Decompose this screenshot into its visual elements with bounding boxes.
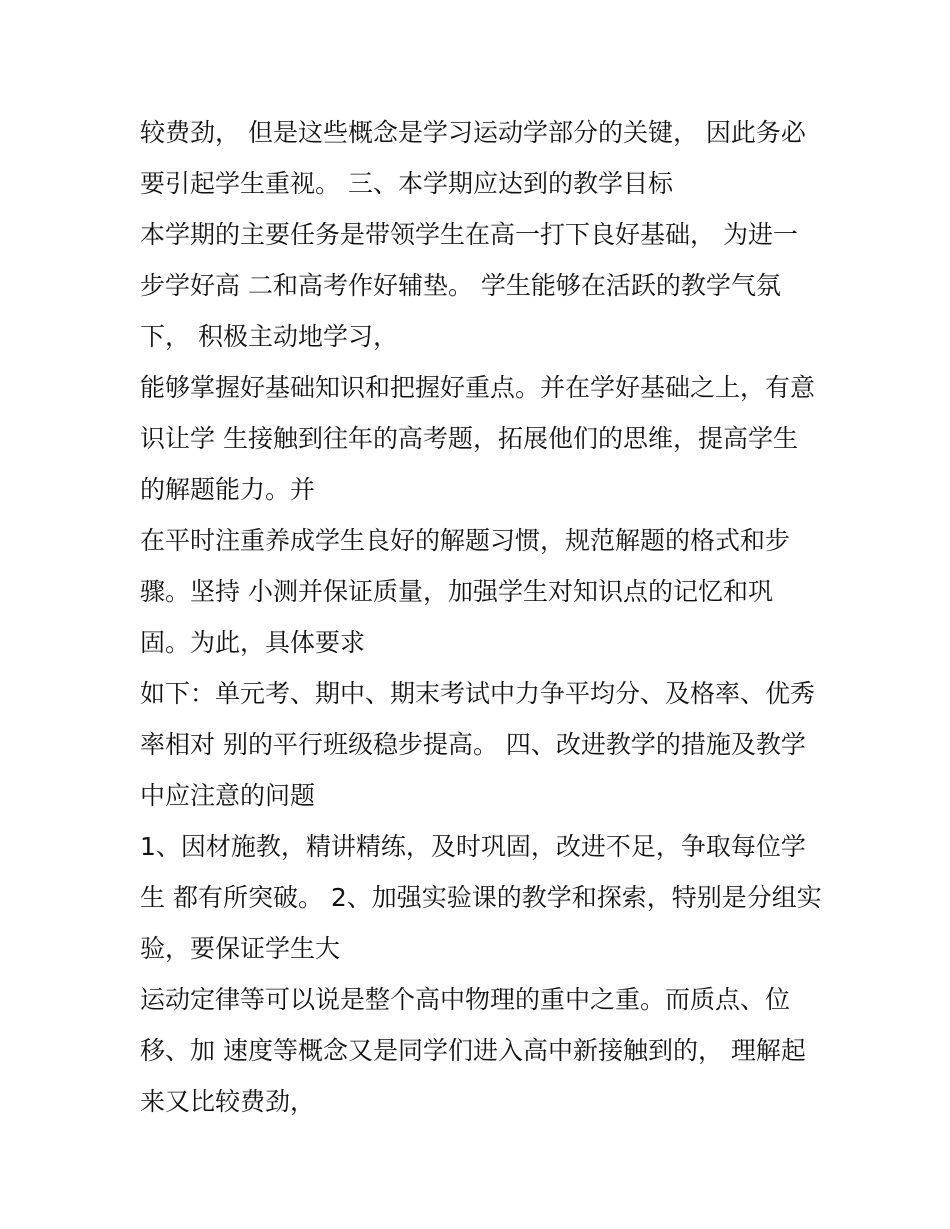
text-line: 下， 积极主动地学习， (140, 322, 398, 351)
text-line: 率相对 别的平行班级稳步提高。 四、改进教学的措施及教学 (140, 730, 806, 759)
body-text (140, 107, 830, 1127)
text-line: 要引起学生重视。 三、本学期应达到的教学目标 (140, 169, 673, 198)
text-line: 验，要保证学生大 (140, 934, 341, 963)
text-line: 本学期的主要任务是带领学生在高一打下良好基础， 为进一 (140, 220, 798, 249)
text-line: 1、因材施教，精讲精练，及时巩固，改进不足，争取每位学 (140, 832, 806, 861)
text-line: 能够掌握好基础知识和把握好重点。并在学好基础之上，有意 (140, 373, 816, 402)
text-line: 的解题能力。并 (140, 475, 316, 504)
text-line: 较费劲， 但是这些概念是学习运动学部分的关键， 因此务必 (140, 118, 806, 147)
text-line: 如下：单元考、期中、期末考试中力争平均分、及格率、优秀 (140, 679, 816, 708)
text-line: 生 都有所突破。 2、加强实验课的教学和探索，特别是分组实 (140, 883, 822, 912)
text-line: 骤。坚持 小测并保证质量，加强学生对知识点的记忆和巩 (140, 577, 773, 606)
text-line: 识让学 生接触到往年的高考题，拓展他们的思维，提高学生 (140, 424, 798, 453)
text-line: 在平时注重养成学生良好的解题习惯，规范解题的格式和步 (140, 526, 791, 555)
text-line: 步学好高 二和高考作好辅垫。 学生能够在活跃的教学气氛 (140, 271, 781, 300)
text-line: 固。为此，具体要求 (140, 628, 366, 657)
text-line: 来又比较费劲， (140, 1087, 316, 1116)
text-line: 运动定律等可以说是整个高中物理的重中之重。而质点、位 (140, 985, 791, 1014)
text-line: 中应注意的问题 (140, 781, 316, 810)
text-line: 移、加 速度等概念又是同学们进入高中新接触到的， 理解起 (140, 1036, 806, 1065)
